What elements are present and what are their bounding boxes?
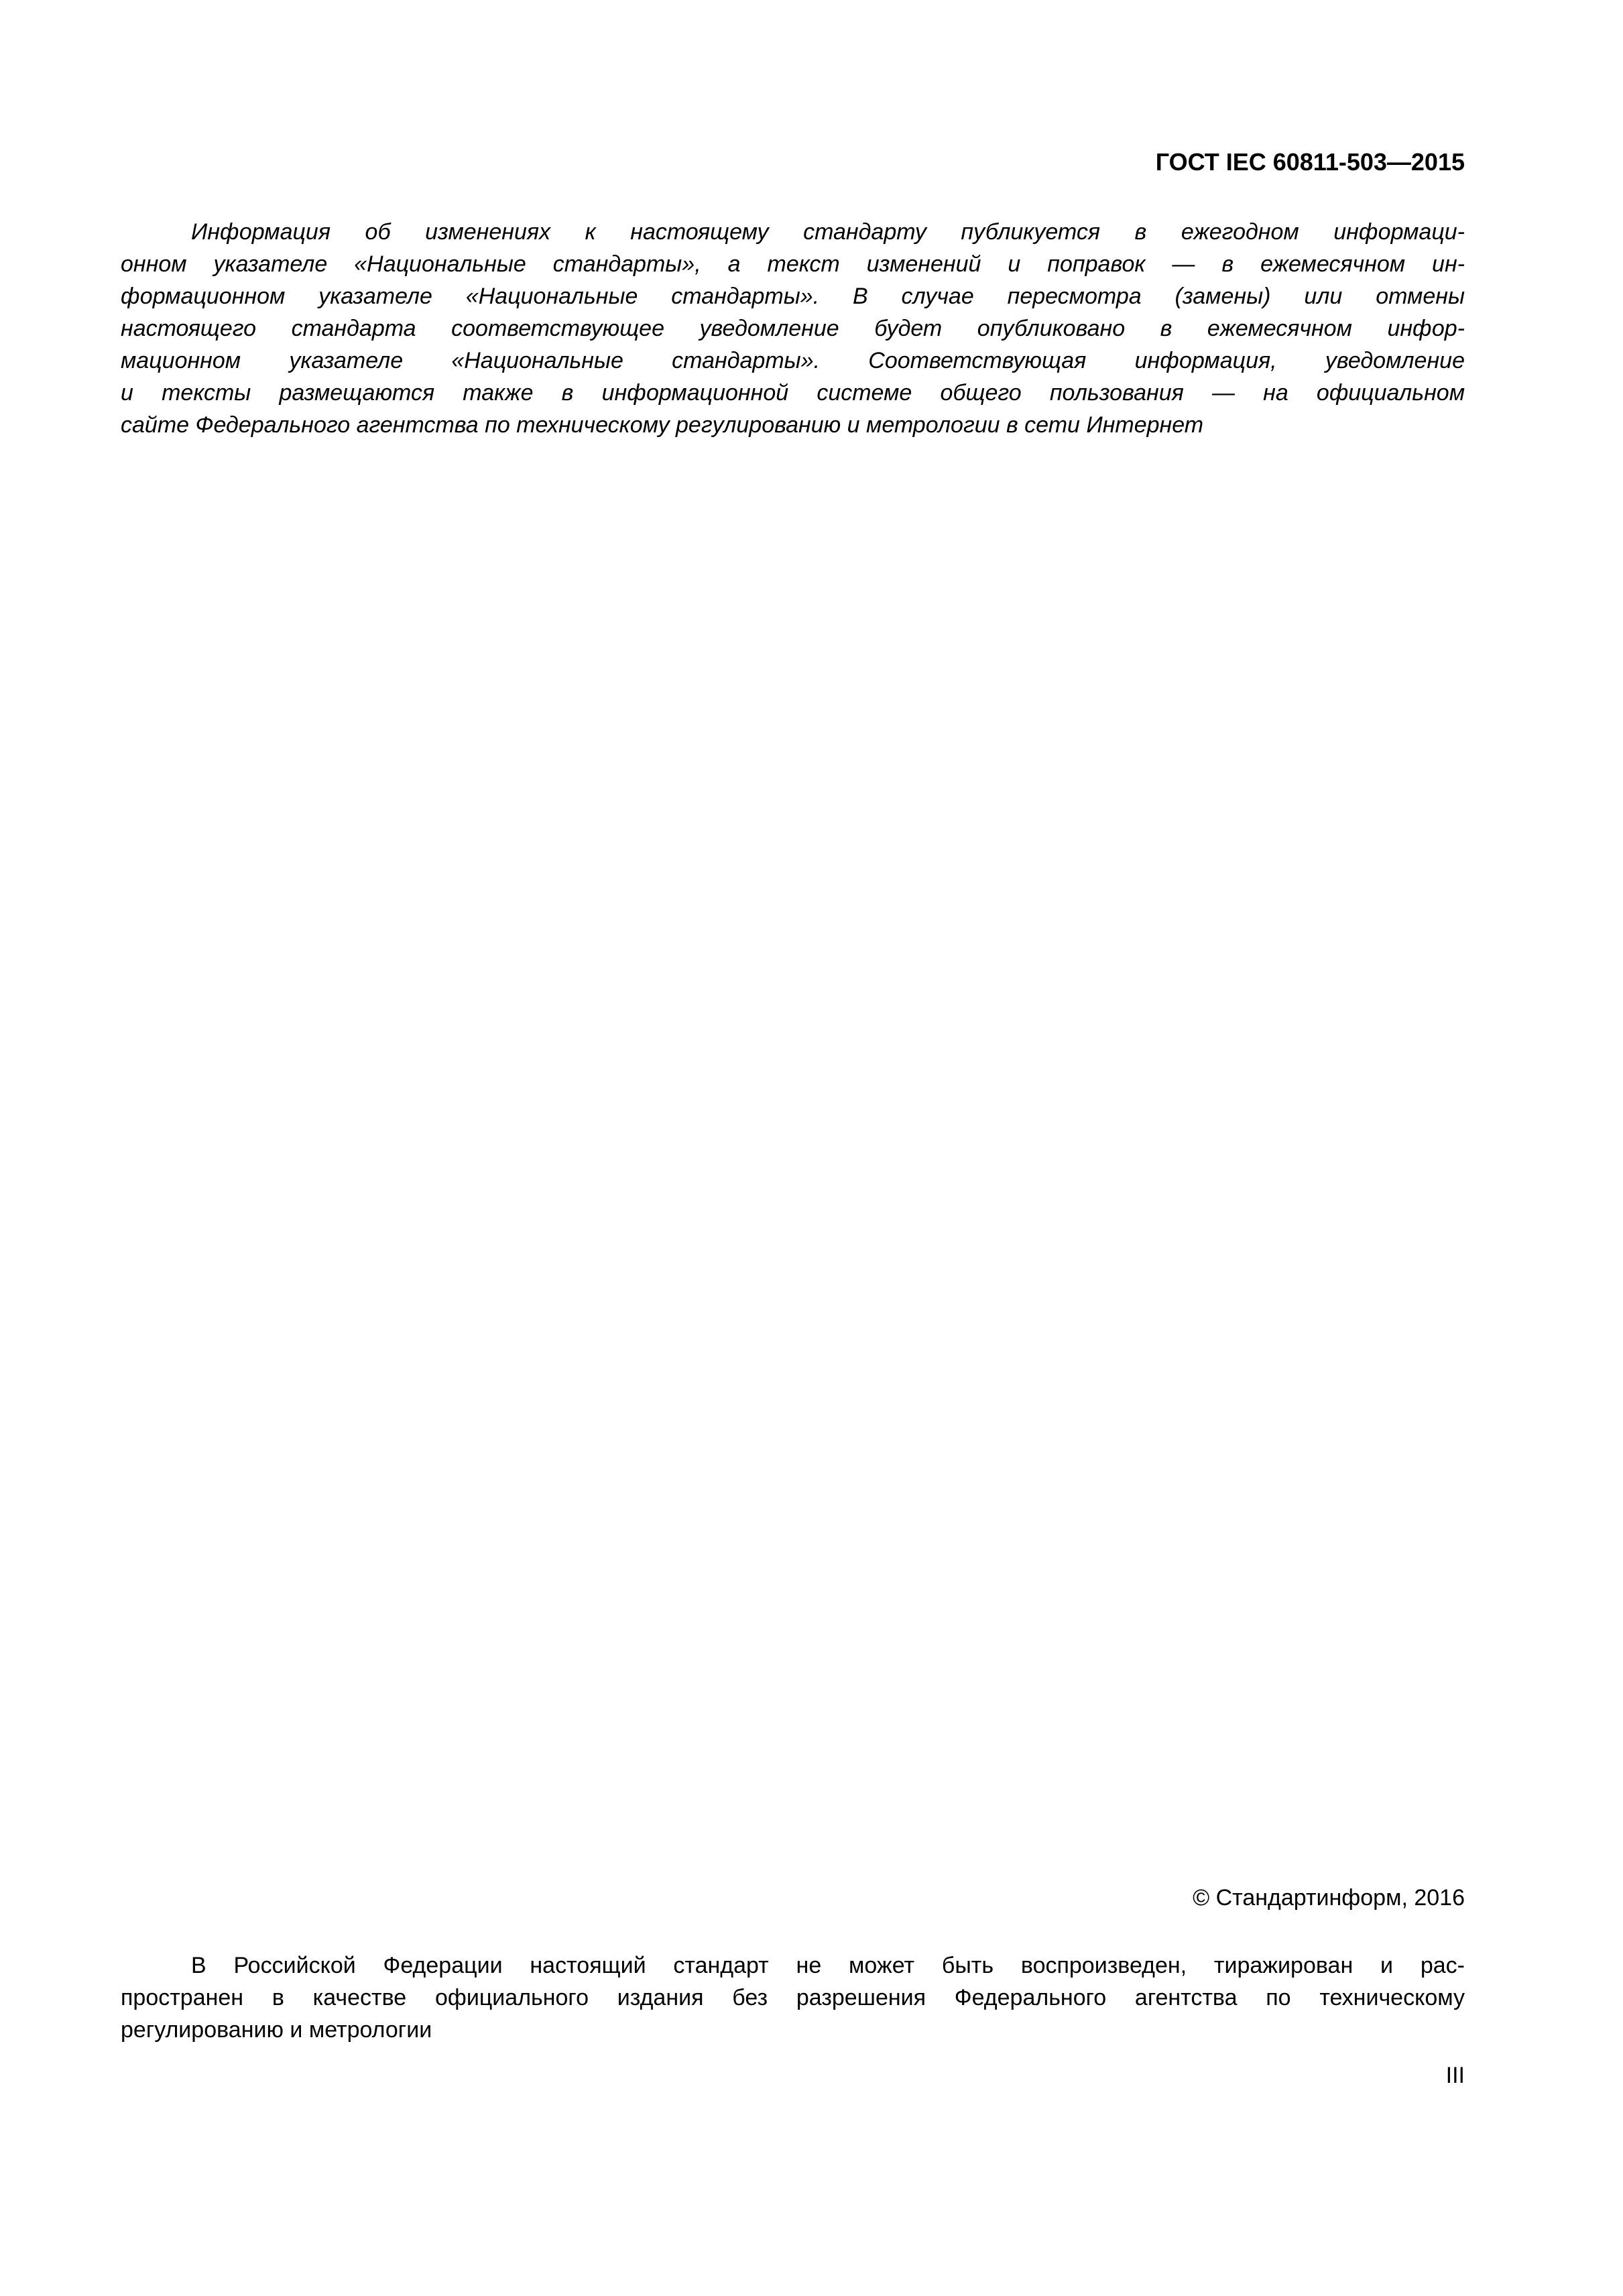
intro-note-line: формационном указателе «Национальные стандарты». В случае пересмотра (замены) или отмены <box>121 284 1465 309</box>
doc-designation-header: ГОСТ IEC 60811-503—2015 <box>1155 148 1465 176</box>
restriction-note-line: регулированию и метрологии <box>121 2017 432 2043</box>
intro-note-paragraph <box>121 216 1465 441</box>
restriction-note-line: В Российской Федерации настоящий стандарт не может быть воспроизведен, тиражирован и рас- <box>191 1953 1465 1978</box>
page-number: III <box>1445 2063 1465 2088</box>
intro-note-line: мационном указателе «Национальные стандарты». Соответствующая информация, уведомление <box>121 348 1465 373</box>
intro-note-line: Информация об изменениях к настоящему стандарту публикуется в ежегодном информаци- <box>191 219 1465 245</box>
intro-note-line: и тексты размещаются также в информационной системе общего пользования — на официальном <box>121 380 1465 406</box>
copyright-notice: © Стандартинформ, 2016 <box>1193 1885 1465 1911</box>
restriction-note-line: пространен в качестве официального издания без разрешения Федерального агентства по техническому <box>121 1985 1465 2010</box>
restriction-note-paragraph <box>121 1949 1465 2046</box>
intro-note-line: сайте Федерального агентства по техническому регулированию и метрологии в сети Интернет <box>121 412 1204 438</box>
intro-note-line: онном указателе «Национальные стандарты», а текст изменений и поправок — в ежемесячном ин- <box>121 251 1465 277</box>
intro-note-line: настоящего стандарта соответствующее уведомление будет опубликовано в ежемесячном инфор- <box>121 316 1465 341</box>
